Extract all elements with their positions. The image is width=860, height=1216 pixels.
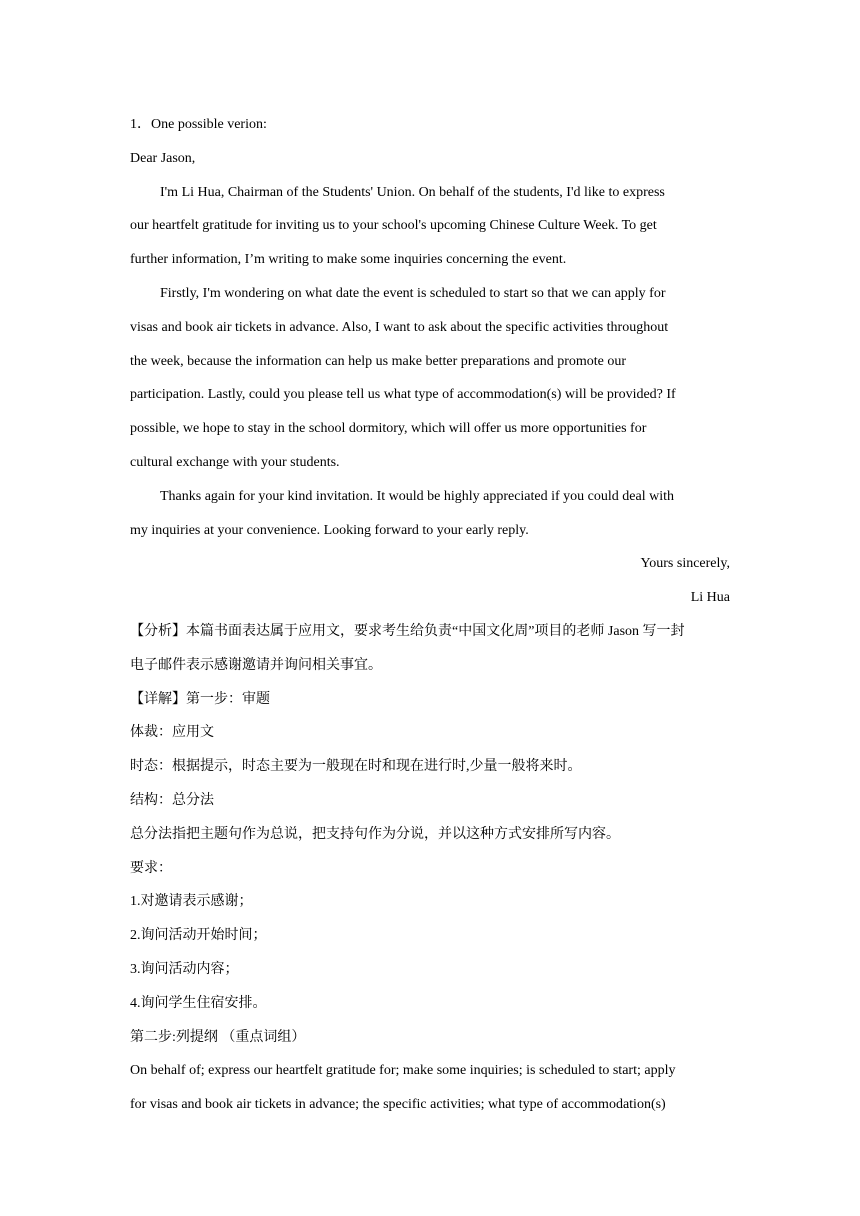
analysis-line: 2.询问活动开始时间； [130,928,267,944]
analysis-line: 【分析】本篇书面表达属于应用文，要求考生给负责“中国文化周”项目的老师 Jason 写一封 [130,623,685,639]
letter-line: cultural exchange with your students. [130,454,340,470]
document-page [130,108,730,1122]
analysis-line: 结构：总分法 [130,792,214,808]
analysis-line: 要求： [130,860,172,876]
analysis-line: 1.对邀请表示感谢； [130,894,253,910]
letter-line: further information, I’m writing to make some inquiries concerning the event. [130,252,567,268]
letter-salutation: Dear Jason, [130,150,196,166]
analysis-line: for visas and book air tickets in advance; the specific activities; what type of accommodation(s) [130,1097,666,1113]
letter-line: participation. Lastly, could you please tell us what type of accommodation(s) will be provided? If [130,387,676,403]
letter-line: I'm Li Hua, Chairman of the Students' Union. On behalf of the students, I'd like to express [160,184,665,200]
letter-line: Thanks again for your kind invitation. It would be highly appreciated if you could deal with [160,488,674,504]
analysis-line: 3.询问活动内容； [130,961,239,977]
analysis-line: 时态：根据提示，时态主要为一般现在时和现在进行时,少量一般将来时。 [130,759,582,775]
analysis-line: 4.询问学生住宿安排。 [130,995,267,1011]
letter-line: my inquiries at your convenience. Looking forward to your early reply. [130,522,529,538]
letter-line: Firstly, I'm wondering on what date the event is scheduled to start so that we can apply for [160,285,666,301]
letter-line: our heartfelt gratitude for inviting us to your school's upcoming Chinese Culture Week. To get [130,218,657,234]
analysis-line: 第二步:列提纲 （重点词组） [130,1029,306,1045]
letter-line: the week, because the information can help us make better preparations and promote our [130,353,627,369]
analysis-line: 【详解】第一步：审题 [130,691,270,707]
letter-signature: Li Hua [690,590,730,606]
letter-line: possible, we hope to stay in the school dormitory, which will offer us more opportunities for [130,421,647,437]
letter-closing: Yours sincerely, [640,556,730,572]
answer-heading: 1．One possible verion: [130,117,267,132]
analysis-line: 电子邮件表示感谢邀请并询问相关事宜。 [130,657,382,673]
analysis-line: 体裁：应用文 [130,725,214,741]
analysis-line: On behalf of; express our heartfelt gratitude for; make some inquiries; is scheduled to start; apply [130,1063,676,1079]
letter-line: visas and book air tickets in advance. Also, I want to ask about the specific activities throughout [130,319,669,335]
analysis-line: 总分法指把主题句作为总说，把支持句作为分说，并以这种方式安排所写内容。 [130,826,620,842]
